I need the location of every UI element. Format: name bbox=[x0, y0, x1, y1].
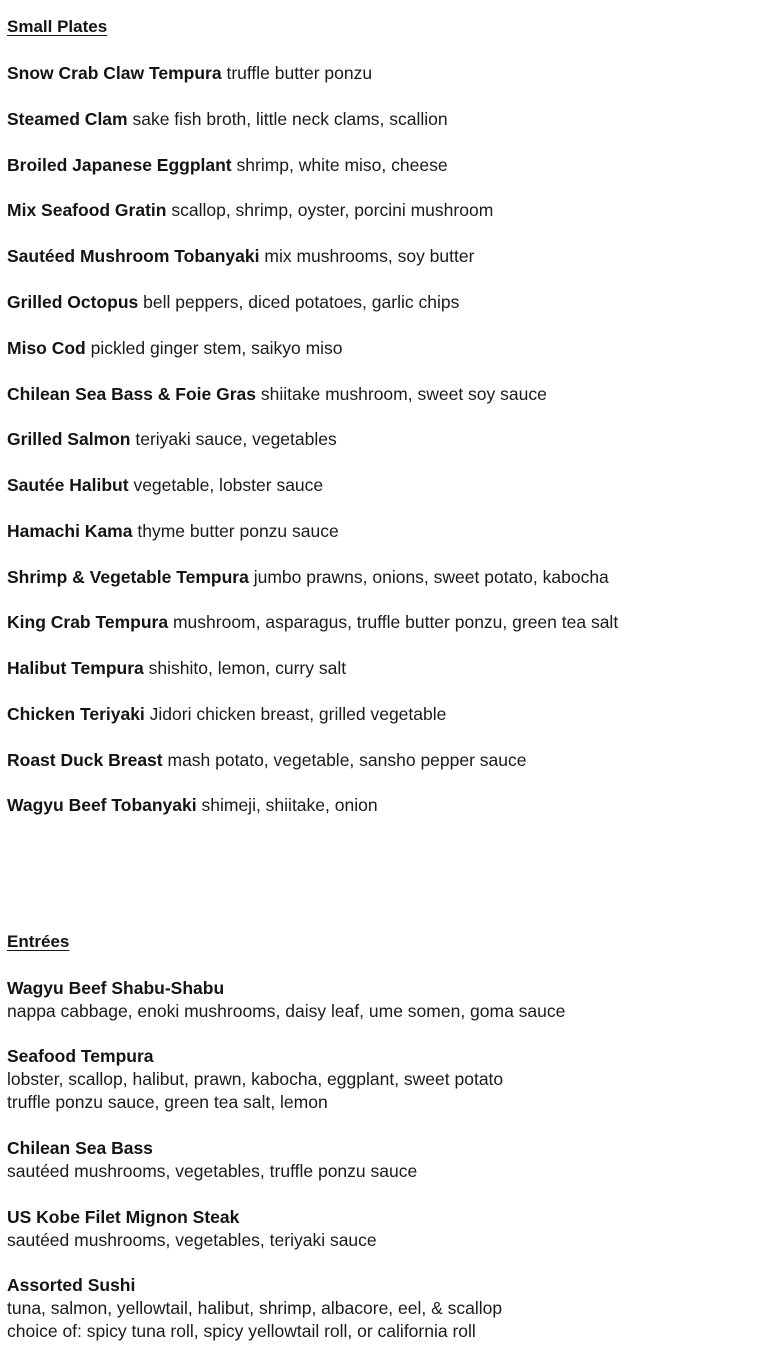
item-description: sake fish broth, little neck clams, scallion bbox=[132, 109, 448, 129]
item-description: scallop, shrimp, oyster, porcini mushroom bbox=[171, 200, 494, 220]
menu-item-grilled-salmon bbox=[7, 428, 337, 450]
menu-item-sautee-halibut bbox=[7, 474, 323, 496]
entree-assorted-sushi bbox=[7, 1274, 502, 1343]
item-name: Sautéed Mushroom Tobanyaki bbox=[7, 246, 260, 266]
item-name: Chicken Teriyaki bbox=[7, 704, 145, 724]
item-description: tuna, salmon, yellowtail, halibut, shrimp, albacore, eel, & scallop bbox=[7, 1298, 503, 1318]
item-description: mix mushrooms, soy butter bbox=[264, 246, 475, 266]
small-plates-heading: Small Plates bbox=[7, 17, 108, 36]
item-description: Jidori chicken breast, grilled vegetable bbox=[149, 704, 447, 724]
menu-item-grilled-octopus bbox=[7, 291, 459, 313]
item-description: truffle butter ponzu bbox=[226, 63, 373, 83]
item-name: Broiled Japanese Eggplant bbox=[7, 155, 232, 175]
item-name: Wagyu Beef Shabu-Shabu bbox=[7, 978, 225, 998]
item-description: truffle ponzu sauce, green tea salt, lemon bbox=[7, 1092, 328, 1112]
entree-us-kobe-filet-mignon-steak bbox=[7, 1206, 377, 1252]
item-description: pickled ginger stem, saikyo miso bbox=[90, 338, 343, 358]
item-description: shimeji, shiitake, onion bbox=[201, 795, 378, 815]
item-name: Chilean Sea Bass bbox=[7, 1138, 153, 1158]
item-description: lobster, scallop, halibut, prawn, kabocha, eggplant, sweet potato bbox=[7, 1069, 504, 1089]
item-description: vegetable, lobster sauce bbox=[133, 475, 324, 495]
menu-item-snow-crab-claw-tempura bbox=[7, 62, 372, 84]
item-description: bell peppers, diced potatoes, garlic chips bbox=[143, 292, 460, 312]
item-name: Sautée Halibut bbox=[7, 475, 129, 495]
item-description: choice of: spicy tuna roll, spicy yellowtail roll, or california roll bbox=[7, 1321, 476, 1341]
menu-item-mix-seafood-gratin bbox=[7, 199, 493, 221]
item-name: Miso Cod bbox=[7, 338, 86, 358]
item-name: Assorted Sushi bbox=[7, 1275, 136, 1295]
item-name: Halibut Tempura bbox=[7, 658, 144, 678]
item-name: US Kobe Filet Mignon Steak bbox=[7, 1207, 240, 1227]
menu-item-broiled-japanese-eggplant bbox=[7, 154, 448, 176]
menu-item-miso-cod bbox=[7, 337, 343, 359]
menu-item-king-crab-tempura bbox=[7, 611, 618, 633]
item-name: Chilean Sea Bass & Foie Gras bbox=[7, 384, 256, 404]
item-name: Seafood Tempura bbox=[7, 1046, 154, 1066]
item-name: Snow Crab Claw Tempura bbox=[7, 63, 222, 83]
item-description: sautéed mushrooms, vegetables, truffle ponzu sauce bbox=[7, 1161, 418, 1181]
item-description: nappa cabbage, enoki mushrooms, daisy leaf, ume somen, goma sauce bbox=[7, 1001, 566, 1021]
item-description: mash potato, vegetable, sansho pepper sauce bbox=[167, 750, 527, 770]
item-description: shrimp, white miso, cheese bbox=[236, 155, 448, 175]
entree-wagyu-beef-shabu-shabu bbox=[7, 977, 565, 1023]
item-name: Grilled Octopus bbox=[7, 292, 139, 312]
item-description: jumbo prawns, onions, sweet potato, kabocha bbox=[253, 567, 609, 587]
item-name: Steamed Clam bbox=[7, 109, 128, 129]
item-name: Mix Seafood Gratin bbox=[7, 200, 167, 220]
item-name: Grilled Salmon bbox=[7, 429, 131, 449]
item-description: thyme butter ponzu sauce bbox=[137, 521, 339, 541]
item-description: mushroom, asparagus, truffle butter ponzu, green tea salt bbox=[172, 612, 619, 632]
item-name: King Crab Tempura bbox=[7, 612, 169, 632]
item-name: Hamachi Kama bbox=[7, 521, 133, 541]
menu-item-roast-duck-breast bbox=[7, 749, 527, 771]
entrees-heading: Entrées bbox=[7, 932, 70, 951]
menu-item-chicken-teriyaki bbox=[7, 703, 446, 725]
item-description: sautéed mushrooms, vegetables, teriyaki sauce bbox=[7, 1230, 377, 1250]
entree-seafood-tempura bbox=[7, 1045, 503, 1114]
item-name: Roast Duck Breast bbox=[7, 750, 163, 770]
item-description: teriyaki sauce, vegetables bbox=[135, 429, 337, 449]
menu-item-halibut-tempura bbox=[7, 657, 346, 679]
menu-item-hamachi-kama bbox=[7, 520, 339, 542]
menu-item-sauteed-mushroom-tobanyaki bbox=[7, 245, 474, 267]
item-description: shiitake mushroom, sweet soy sauce bbox=[260, 384, 547, 404]
item-name: Wagyu Beef Tobanyaki bbox=[7, 795, 197, 815]
menu-item-wagyu-beef-tobanyaki bbox=[7, 794, 378, 816]
entree-chilean-sea-bass bbox=[7, 1137, 417, 1183]
item-description: shishito, lemon, curry salt bbox=[148, 658, 347, 678]
item-name: Shrimp & Vegetable Tempura bbox=[7, 567, 249, 587]
menu-item-shrimp-vegetable-tempura bbox=[7, 566, 609, 588]
menu-item-steamed-clam bbox=[7, 108, 448, 130]
menu-item-chilean-sea-bass-foie-gras bbox=[7, 383, 547, 405]
